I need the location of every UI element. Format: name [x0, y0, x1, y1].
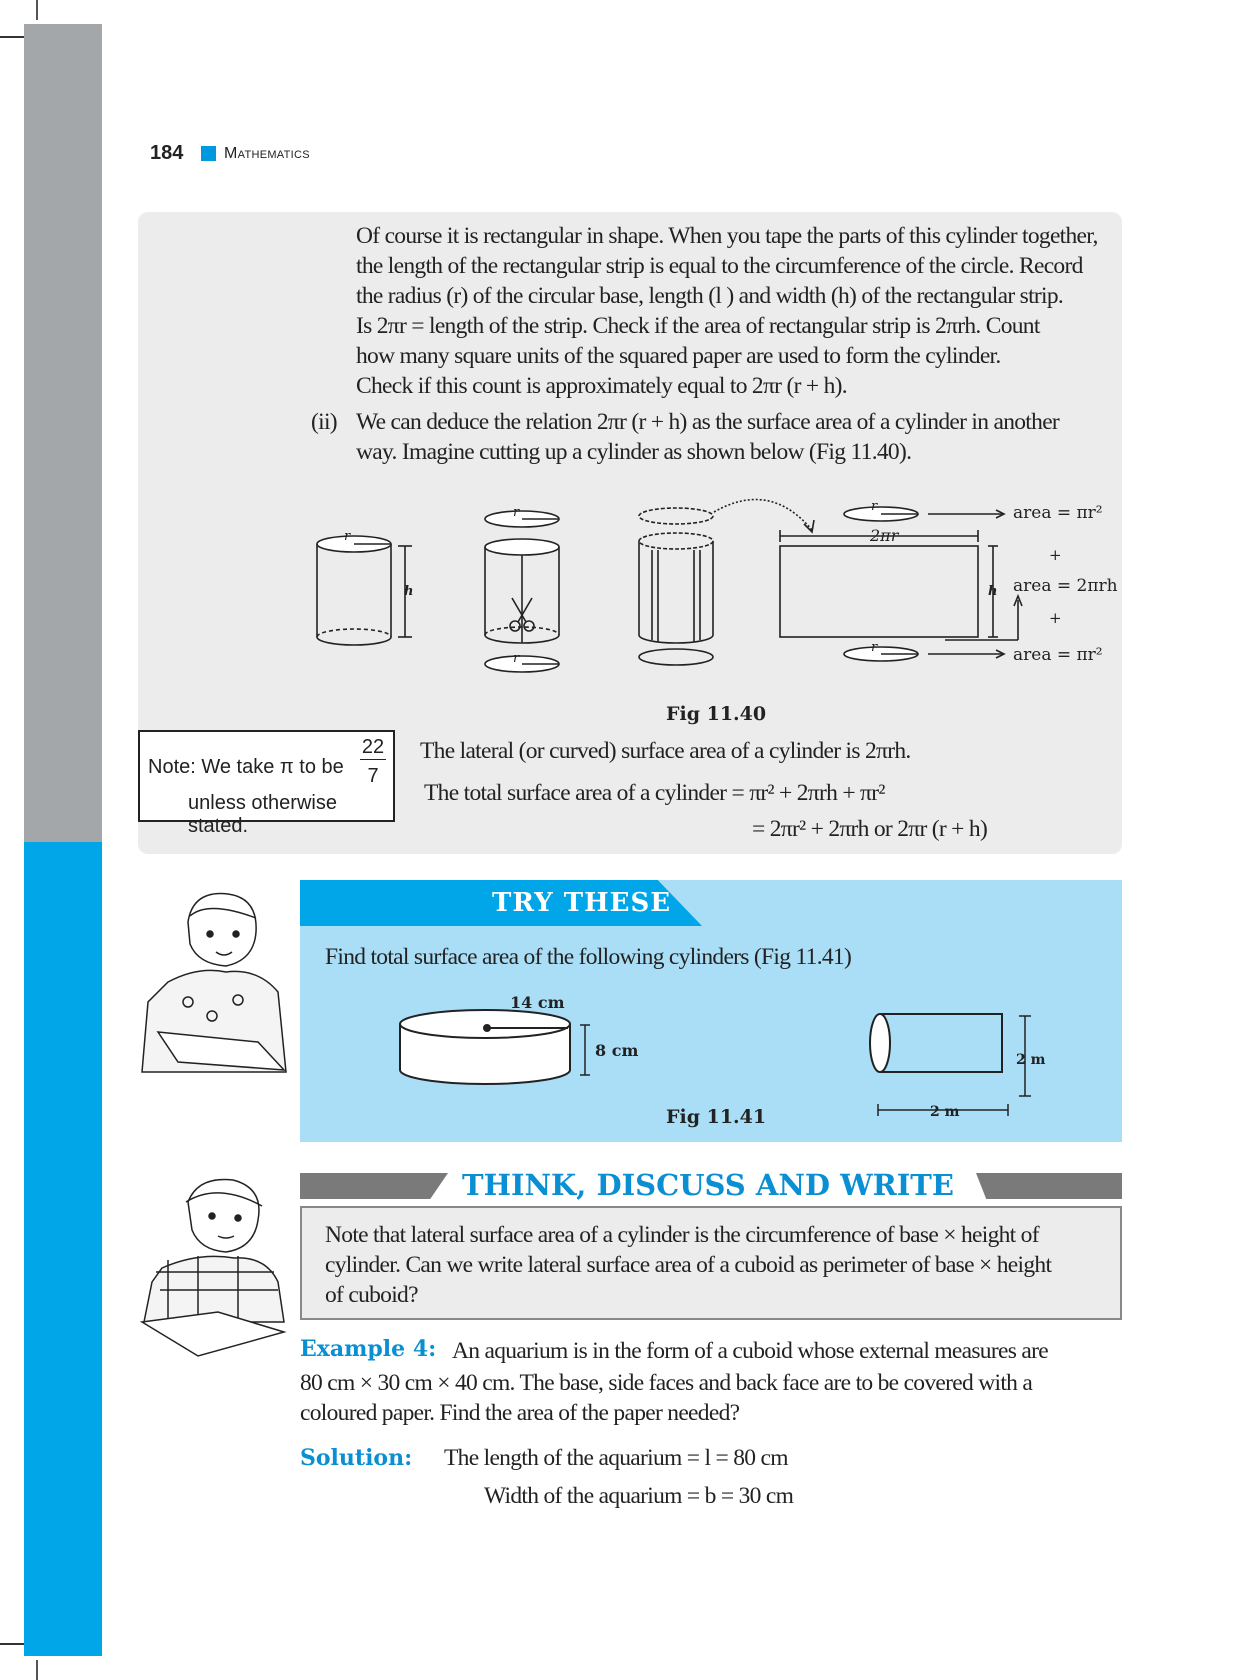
- rectangle-strip: [780, 507, 1022, 661]
- page-number: 184: [150, 142, 184, 164]
- lateral-area-text: The lateral (or curved) surface area of a cylinder is 2πrh.: [420, 738, 911, 764]
- solution-label: Solution:: [300, 1445, 413, 1471]
- text-line: Of course it is rectangular in shape. When you tape the parts of this cylinder together,: [356, 223, 1098, 249]
- label-h: h: [404, 584, 414, 599]
- think-bar-right: [976, 1173, 1122, 1199]
- solution-line-2: Width of the aquarium = b = 30 cm: [484, 1483, 794, 1509]
- example-line-3: coloured paper. Find the area of the paper needed?: [300, 1400, 740, 1426]
- crop-mark: [36, 0, 38, 20]
- sidebar-blue-band: [24, 842, 102, 1656]
- text-line: the radius (r) of the circular base, length (l ) and width (h) of the rectangular strip.: [356, 283, 1064, 309]
- text-line: Check if this count is approximately equal to 2πr (r + h).: [356, 373, 847, 399]
- label-r: r: [344, 529, 351, 544]
- think-text: [325, 1220, 1115, 1310]
- text-line: the length of the rectangular strip is equal to the circumference of the circle. Record: [356, 253, 1083, 279]
- note-denominator: 7: [367, 765, 379, 787]
- item-ii-label: (ii): [311, 409, 337, 435]
- area-mid-label: area = 2πrh: [1013, 576, 1118, 596]
- label-r: r: [513, 651, 520, 666]
- girl-writing-illustration: [138, 1172, 288, 1362]
- boy-reading-illustration: [138, 882, 288, 1082]
- label-r: r: [513, 505, 520, 520]
- cylinder-cut: [485, 511, 559, 672]
- text-line: We can deduce the relation 2πr (r + h) as the surface area of a cylinder in another: [356, 409, 1060, 435]
- total-area-text: The total surface area of a cylinder = πr² + 2πrh + πr²: [424, 780, 885, 806]
- sidebar-gray-band: [24, 24, 102, 842]
- example-line-2: 80 cm × 30 cm × 40 cm. The base, side faces and back face are to be covered with a: [300, 1370, 1033, 1396]
- think-bar-left: [300, 1173, 448, 1199]
- area-top-label: area = πr²: [1013, 503, 1103, 523]
- example-label: Example 4:: [300, 1336, 437, 1362]
- fig-11-40-diagram: [300, 480, 1120, 680]
- cylinder-whole: [317, 536, 412, 645]
- item-ii-text: [356, 407, 1116, 467]
- plus-sign: +: [1049, 609, 1062, 627]
- area-bot-label: area = πr²: [1013, 645, 1103, 665]
- cyl2-length-label: 2 m: [930, 1104, 960, 1120]
- fig-11-40-caption: Fig 11.40: [666, 703, 767, 725]
- try-these-title: TRY THESE: [492, 888, 672, 918]
- text-line: of cuboid?: [325, 1282, 418, 1308]
- header-subject: Mathematics: [224, 145, 310, 162]
- text-line: Is 2πr = length of the strip. Check if the area of rectangular strip is 2πrh. Count: [356, 313, 1040, 339]
- note-box: [138, 730, 395, 837]
- text-line: how many square units of the squared paper are used to form the cylinder.: [356, 343, 1001, 369]
- total-area-text-2: = 2πr² + 2πrh or 2πr (r + h): [752, 816, 988, 842]
- text-line: way. Imagine cutting up a cylinder as shown below (Fig 11.40).: [356, 439, 912, 465]
- text-line: Note that lateral surface area of a cylinder is the circumference of base × height of: [325, 1222, 1039, 1248]
- solution-line-1: The length of the aquarium = l = 80 cm: [444, 1445, 788, 1471]
- example-line-1: An aquarium is in the form of a cuboid whose external measures are: [452, 1338, 1048, 1364]
- label-2pir: 2πr: [870, 526, 899, 545]
- cyl1-diameter-label: 14 cm: [510, 993, 565, 1012]
- center-dot: [483, 1024, 491, 1032]
- cyl1-height-label: 8 cm: [595, 1041, 639, 1060]
- think-title: THINK, DISCUSS AND WRITE: [462, 1168, 954, 1202]
- text-line: cylinder. Can we write lateral surface area of a cuboid as perimeter of base × height: [325, 1252, 1052, 1278]
- label-h: h: [988, 584, 998, 599]
- try-these-text: Find total surface area of the following cylinders (Fig 11.41): [325, 944, 852, 970]
- fig-11-41-caption: Fig 11.41: [666, 1106, 767, 1128]
- note-text: Note: We take π to be: [148, 756, 344, 778]
- crop-mark: [36, 1660, 38, 1680]
- plus-sign: +: [1049, 546, 1062, 564]
- note-numerator: 22: [361, 736, 385, 758]
- label-r: r: [871, 499, 878, 514]
- label-r: r: [871, 640, 878, 655]
- fig-11-41-diagram: [390, 990, 1046, 1120]
- header-square-icon: [201, 146, 216, 161]
- note-text-2: unless otherwise stated.: [188, 792, 337, 837]
- paragraph-top: [356, 221, 1116, 401]
- cylinder-opened: [639, 500, 814, 665]
- cyl2-diameter-label: 2 m: [1016, 1052, 1046, 1068]
